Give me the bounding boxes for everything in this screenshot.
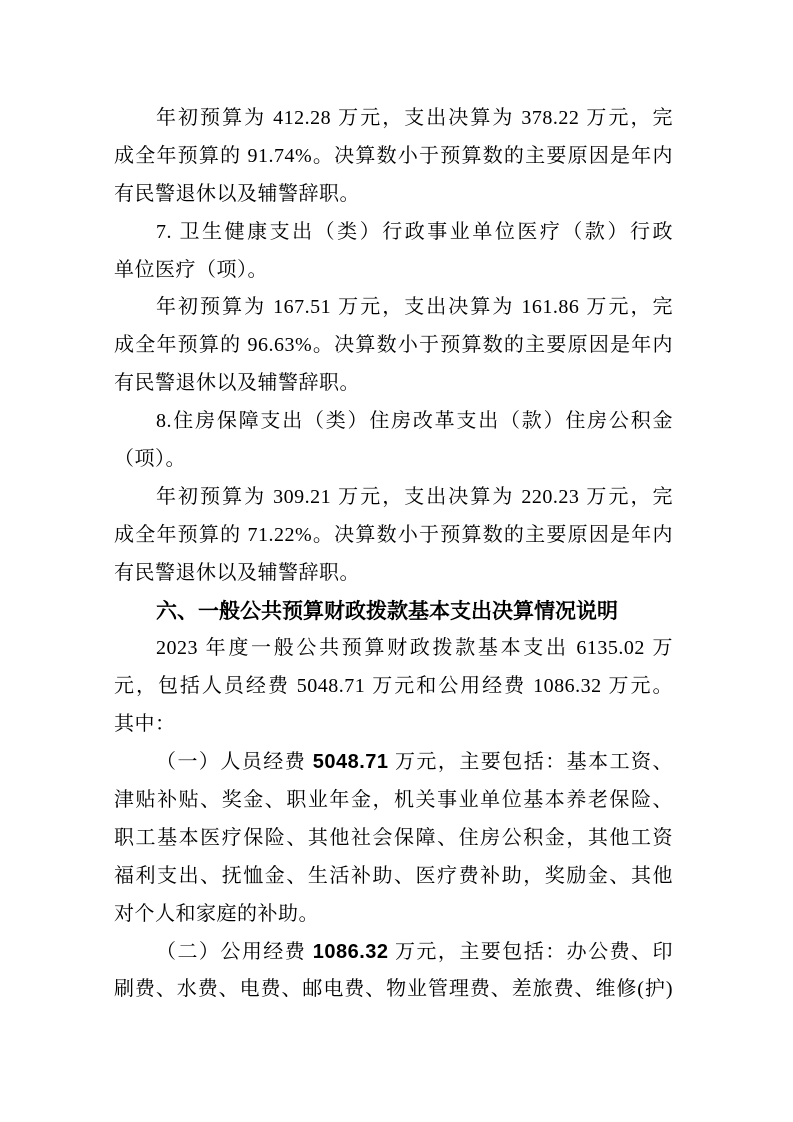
text-run: 其中： [114, 713, 176, 736]
paragraph-line [114, 782, 673, 820]
paragraph-line [114, 289, 673, 327]
text-run: 福利支出、抚恤金、生活补助、医疗费补助，奖励金、其他 [114, 864, 673, 887]
paragraph-line [114, 176, 673, 214]
text-run: 有民警退休以及辅警辞职。 [114, 372, 360, 395]
text-run: 有民警退休以及辅警辞职。 [114, 561, 360, 584]
text-run: 刷费、水费、电费、邮电费、物业管理费、差旅费、维修(护) [114, 978, 673, 1001]
paragraph-line [114, 365, 673, 403]
text-run: 成全年预算的 96.63%。决算数小于预算数的主要原因是年内 [114, 334, 673, 357]
paragraph-line [114, 858, 673, 896]
paragraph-line [114, 441, 673, 479]
text-run: 年初预算为 309.21 万元，支出决算为 220.23 万元，完 [156, 485, 673, 508]
text-run: 对个人和家庭的补助。 [114, 902, 319, 925]
text-run: 8.住房保障支出（类）住房改革支出（款）住房公积金 [156, 410, 673, 433]
paragraph-line [114, 555, 673, 593]
document-body [114, 100, 673, 1009]
paragraph-line [114, 327, 673, 365]
text-run: 成全年预算的 71.22%。决算数小于预算数的主要原因是年内 [114, 523, 673, 546]
text-run: 年初预算为 412.28 万元，支出决算为 378.22 万元，完 [156, 107, 673, 129]
paragraph-line [114, 214, 673, 252]
text-run: 有民警退休以及辅警辞职。 [114, 182, 360, 205]
text-run: 职工基本医疗保险、其他社会保障、住房公积金，其他工资 [114, 826, 673, 849]
text-run: （一）人员经费 [156, 751, 313, 774]
paragraph-line [114, 479, 673, 517]
text-run: 7. 卫生健康支出（类）行政事业单位医疗（款）行政 [156, 220, 673, 243]
text-run: （项）。 [114, 448, 186, 471]
paragraph-line [114, 100, 673, 138]
paragraph-line [114, 934, 673, 972]
text-run: 津贴补贴、奖金、职业年金，机关事业单位基本养老保险、 [114, 789, 673, 812]
text-run: 万元，主要包括：基本工资、 [388, 751, 674, 774]
paragraph-line [114, 706, 673, 744]
paragraph-line [114, 403, 673, 441]
paragraph-line [114, 971, 673, 1009]
paragraph-line [114, 517, 673, 555]
text-run: 六、一般公共预算财政拨款基本支出决算情况说明 [156, 599, 618, 623]
paragraph-line [114, 744, 673, 782]
paragraph-line [114, 138, 673, 176]
text-run: 万元，主要包括：办公费、印 [388, 940, 674, 963]
text-run: 单位医疗（项）。 [114, 258, 268, 281]
text-run: 元，包括人员经费 5048.71 万元和公用经费 1086.32 万元。 [114, 675, 673, 698]
text-run: 2023 年度一般公共预算财政拨款基本支出 6135.02 万 [156, 637, 673, 660]
text-run: 成全年预算的 91.74%。决算数小于预算数的主要原因是年内 [114, 144, 673, 167]
paragraph-line [114, 252, 673, 290]
text-run: （二）公用经费 [156, 940, 313, 963]
paragraph-line [114, 630, 673, 668]
bold-amount: 1086.32 [312, 940, 389, 963]
bold-amount: 5048.71 [312, 751, 389, 774]
text-run: 年初预算为 167.51 万元，支出决算为 161.86 万元，完 [156, 296, 673, 319]
section-heading [114, 593, 673, 631]
paragraph-line [114, 896, 673, 934]
paragraph-line [114, 820, 673, 858]
paragraph-line [114, 668, 673, 706]
